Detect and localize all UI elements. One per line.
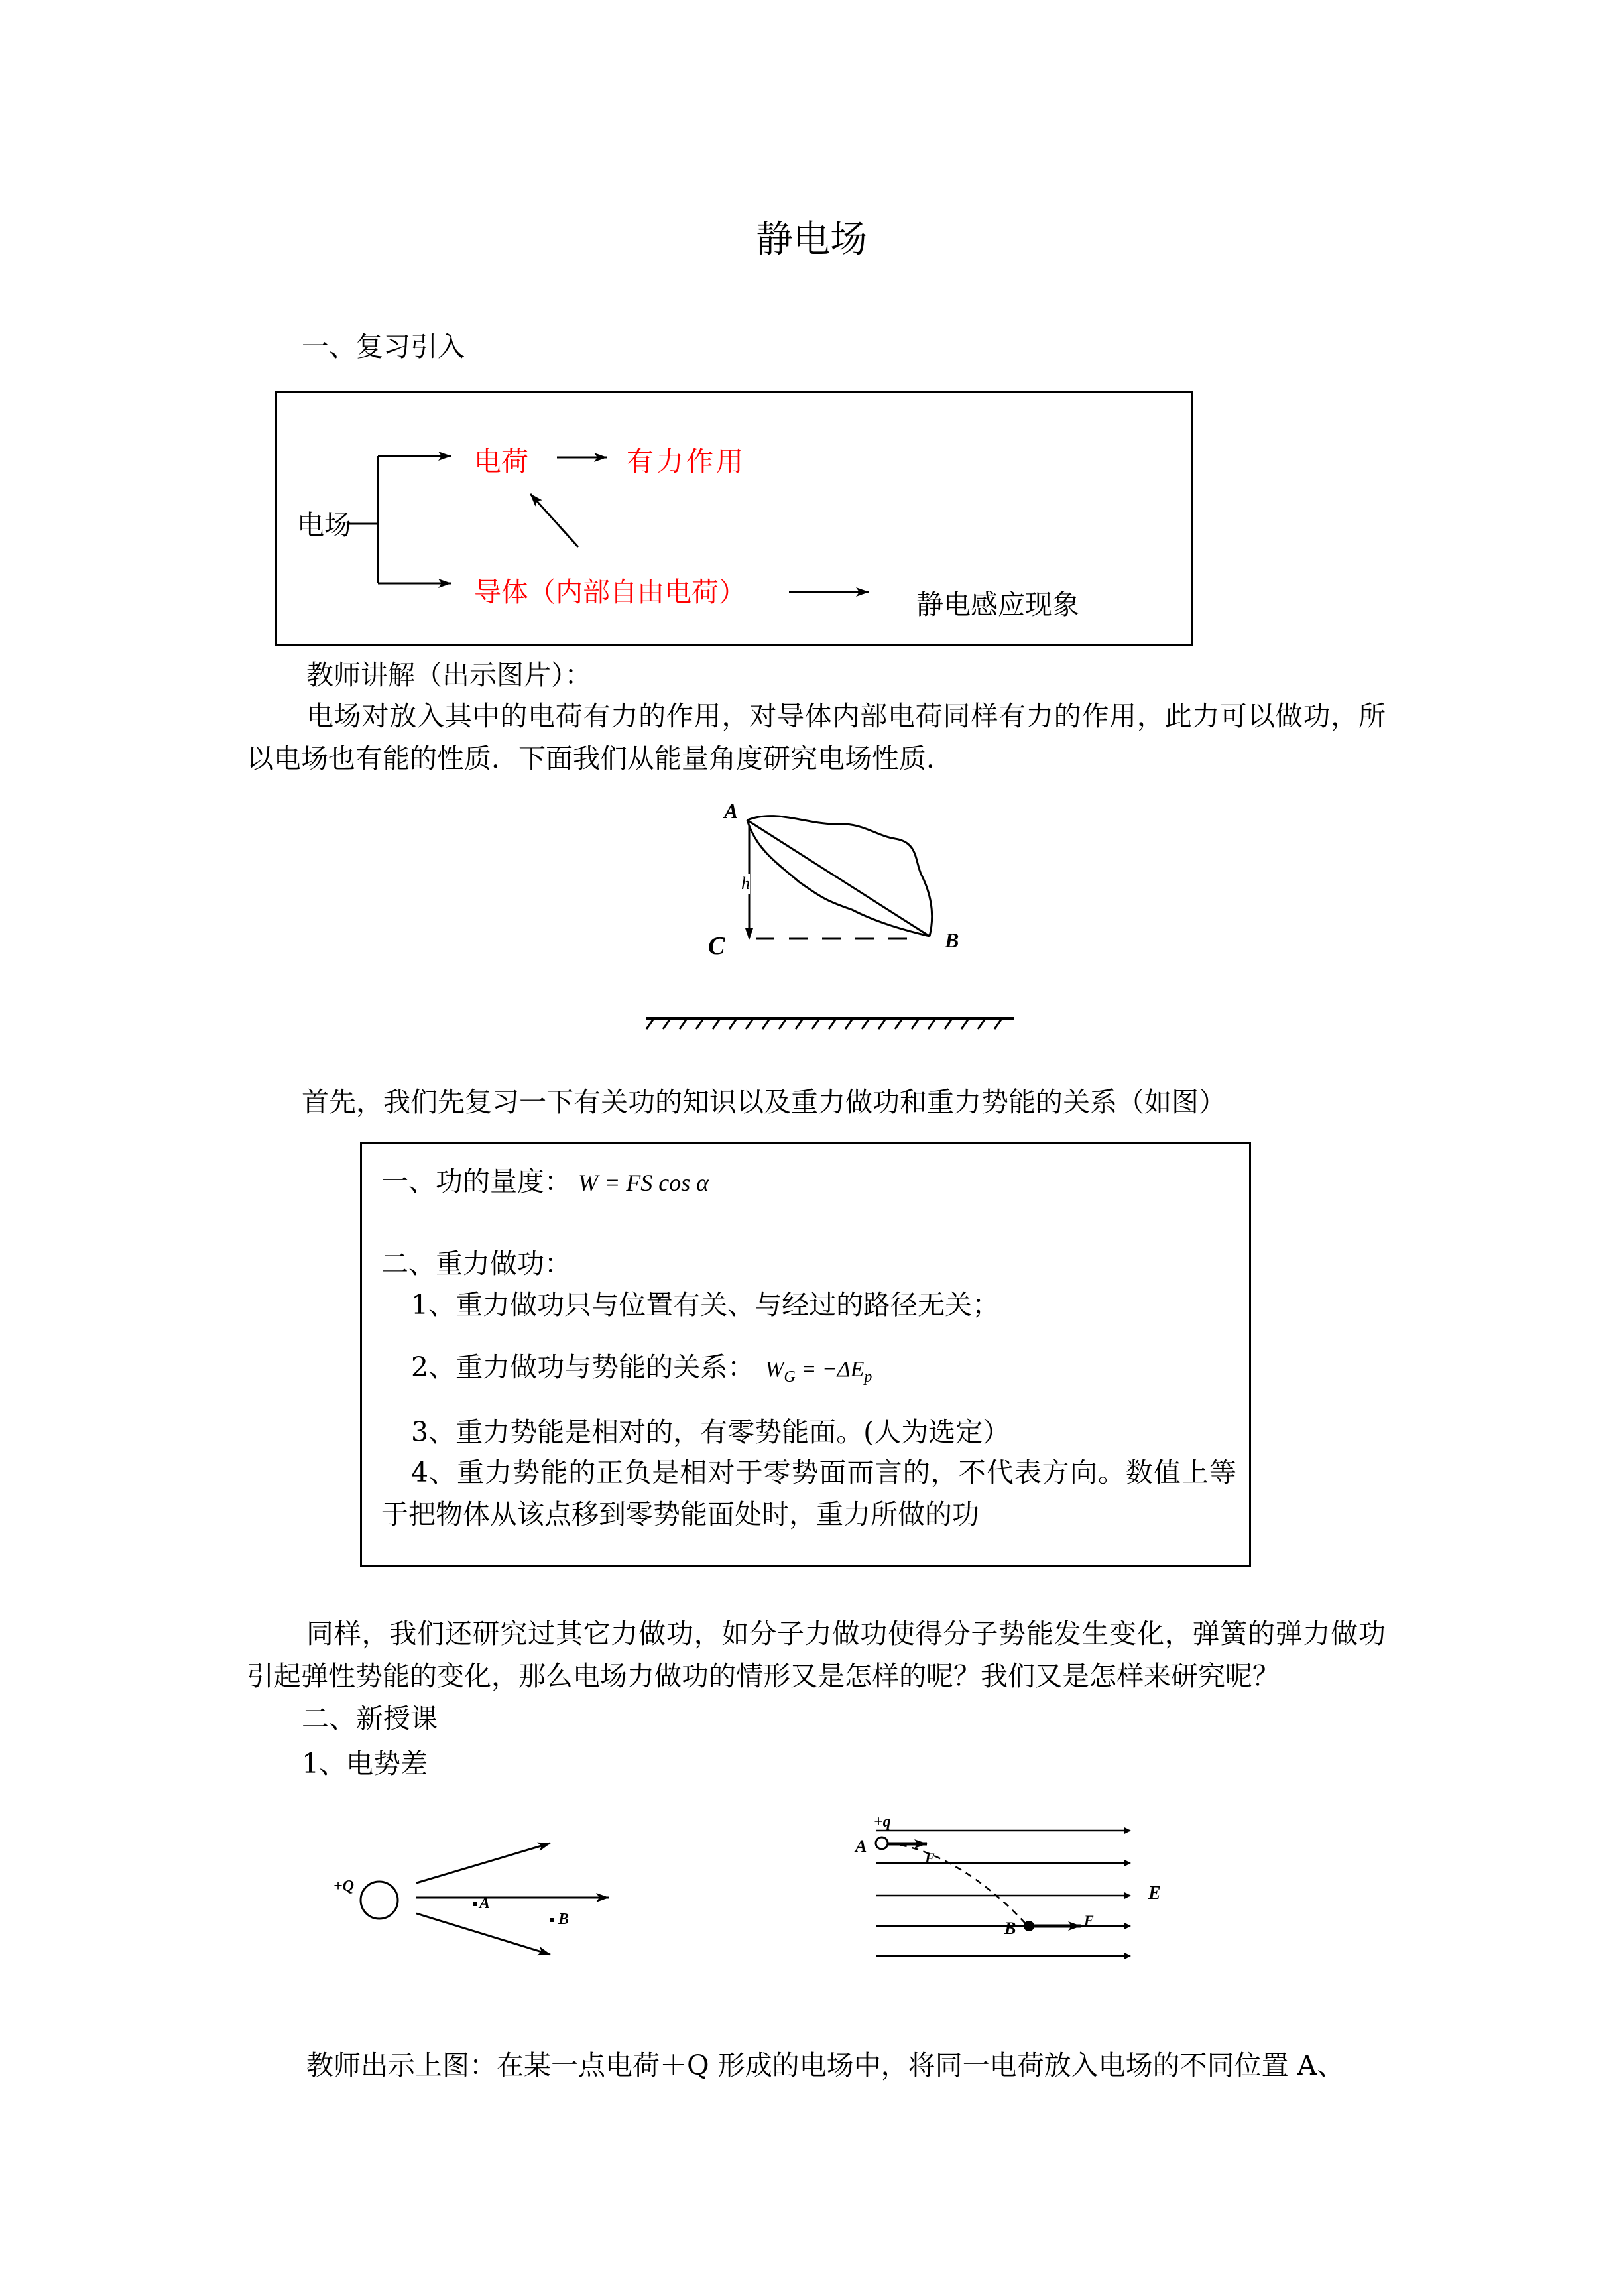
paragraph-teacher-shows: 教师出示上图：在某一点电荷＋Q 形成的电场中，将同一电荷放入电场的不同位置 A、 <box>306 2049 1345 2081</box>
work-measure-label: 一、功的量度： <box>381 1166 571 1197</box>
gravity-item-3: 3、重力势能是相对的，有零势能面。(人为选定） <box>411 1416 1010 1448</box>
height-h-label: h <box>741 874 750 893</box>
charge-a <box>876 1837 888 1849</box>
induction-label: 静电感应现象 <box>916 589 1079 621</box>
fig2-b-label: B <box>558 1911 570 1928</box>
formula-rest: = −ΔE <box>795 1357 865 1382</box>
trajectory <box>888 1843 1028 1926</box>
point-a-label: A <box>724 799 739 823</box>
formula-sub-p: p <box>864 1368 872 1386</box>
charge-b <box>1024 1921 1034 1931</box>
formula-sub-g: G <box>784 1368 796 1386</box>
field-label: 电场 <box>297 509 351 541</box>
fig3-a-label: A <box>855 1837 867 1856</box>
page-title: 静电场 <box>756 218 867 261</box>
section-heading-new-lesson: 二、新授课 <box>302 1703 438 1734</box>
fig3-b-label: B <box>1004 1919 1016 1938</box>
fig3-q-label: +q <box>874 1813 891 1831</box>
gravity-work-heading: 二、重力做功： <box>381 1248 571 1280</box>
gravity-item-2-label: 2、重力做功与势能的关系： <box>411 1351 755 1383</box>
formula-w: W <box>765 1357 784 1382</box>
conductor-label: 导体（内部自由电荷） <box>474 576 746 608</box>
work-formula: W = FS cos α <box>578 1170 709 1196</box>
lecture-label: 教师讲解（出示图片）： <box>306 659 592 691</box>
subsection-potential-difference: 1、电势差 <box>302 1748 428 1780</box>
force-label: 有力作用 <box>627 446 746 477</box>
fig3-e-label: E <box>1148 1883 1161 1903</box>
point-b-label: B <box>945 928 959 952</box>
charge-q-label: +Q <box>333 1878 355 1895</box>
gravity-item-1: 1、重力做功只与位置有关、与经过的路径无关； <box>411 1289 1000 1321</box>
review-intro: 首先，我们先复习一下有关功的知识以及重力做功和重力势能的关系（如图） <box>302 1086 1226 1118</box>
gravity-item-4: 4、重力势能的正负是相对于零势面而言的，不代表方向。数值上等于把物体从该点移到零势能面处时，重力所做的功 <box>381 1457 1236 1530</box>
fig3-f1-label: F <box>925 1850 935 1866</box>
paragraph-other-forces: 同样，我们还研究过其它力做功，如分子力做功使得分子势能发生变化，弹簧的弹力做功引起弹性势能的变化，那么电场力做功的情形又是怎样的呢？我们又是怎样来研究呢？ <box>247 1618 1386 1692</box>
fig2-a-label: A <box>479 1895 491 1912</box>
paragraph-field-energy: 电场对放入其中的电荷有力的作用，对导体内部电荷同样有力的作用，此力可以做功，所以电场也有能的性质．下面我们从能量角度研究电场性质． <box>247 700 1386 774</box>
point-c-label: C <box>708 932 725 960</box>
fig3-f2-label: F <box>1084 1912 1094 1929</box>
section-heading-review: 一、复习引入 <box>302 331 465 363</box>
charge-label: 电荷 <box>474 446 528 477</box>
